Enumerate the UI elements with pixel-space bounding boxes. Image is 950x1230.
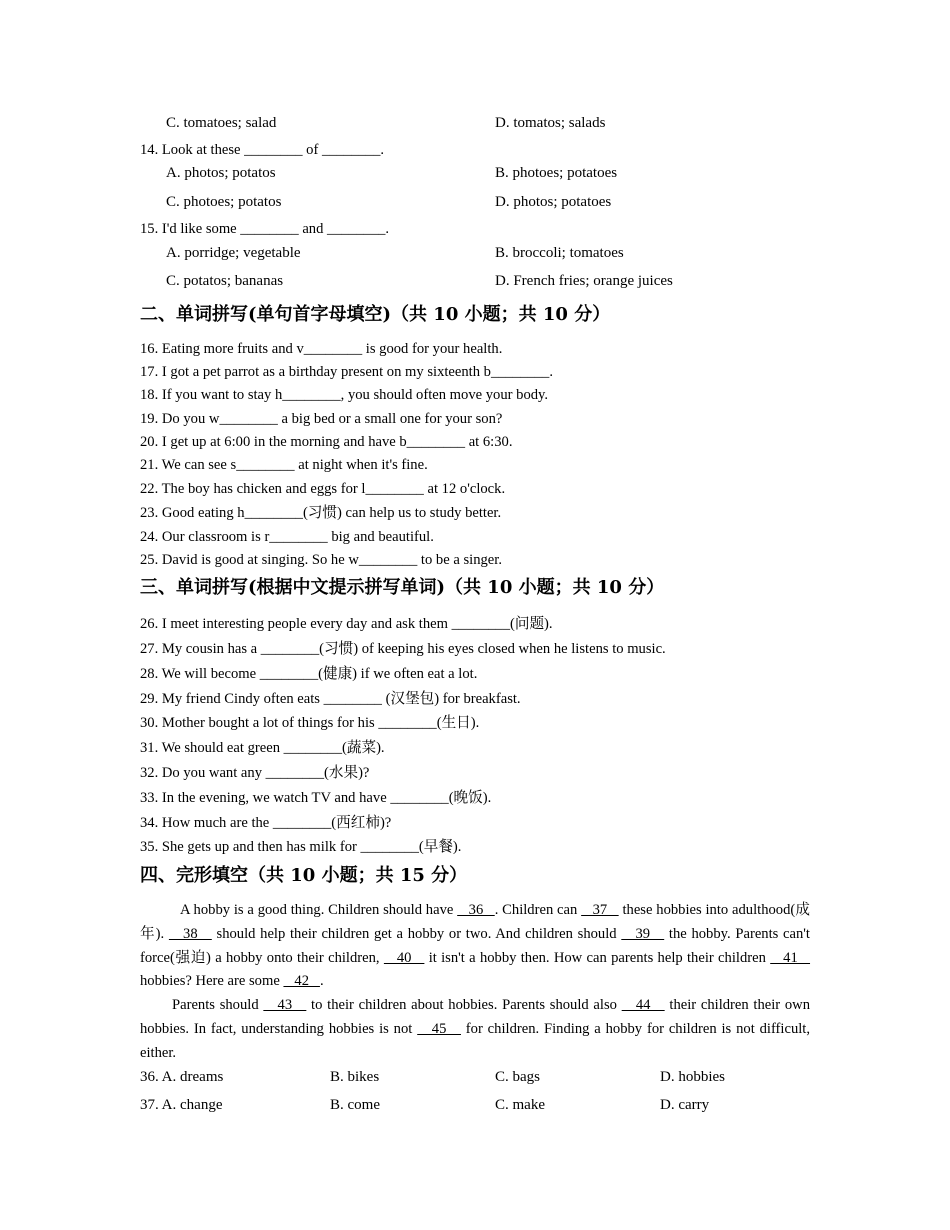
q13-option-c: C. tomatoes; salad <box>166 115 277 131</box>
blank-39: 39 <box>621 925 665 942</box>
p2-text-1: Parents should <box>172 997 264 1014</box>
q33: 33. In the evening, we watch TV and have ________(晚饭). <box>140 790 492 806</box>
q18: 18. If you want to stay h________, you should often move your body. <box>140 387 549 403</box>
p2-text-2: to their children about hobbies. Parents should also <box>306 997 622 1014</box>
p1-text-8: . <box>319 973 324 990</box>
cloze-passage <box>140 899 810 1066</box>
q34: 34. How much are the ________(西红柿)? <box>140 815 392 831</box>
q27: 27. My cousin has a ________(习惯) of keeping his eyes closed when he listens to music. <box>140 641 666 657</box>
q30: 30. Mother bought a lot of things for his ________(生日). <box>140 715 480 731</box>
p1-text-1: A hobby is a good thing. Children should have <box>180 902 458 918</box>
p1-text-5: the hobby. Parents can't force(强迫) a hobby onto their children, <box>140 925 810 966</box>
blank-41: 41 <box>770 949 811 966</box>
section-4-title: 四、完形填空（共 10 小题；共 15 分） <box>140 865 468 886</box>
q36-option-a: 36. A. dreams <box>140 1069 224 1085</box>
q15-option-a: A. porridge; vegetable <box>166 245 301 261</box>
q21: 21. We can see s________ at night when it's fine. <box>140 457 428 473</box>
q17: 17. I got a pet parrot as a birthday present on my sixteenth b________. <box>140 364 553 380</box>
q37-option-b: B. come <box>330 1097 380 1113</box>
q32: 32. Do you want any ________(水果)? <box>140 765 370 781</box>
q19: 19. Do you w________ a big bed or a small one for your son? <box>140 411 503 427</box>
q13-option-d: D. tomatos; salads <box>495 115 606 131</box>
p1-text-2: . Children can <box>494 902 582 918</box>
cloze-paragraph-1 <box>140 899 810 994</box>
blank-42: 42 <box>283 973 320 990</box>
q36-option-c: C. bags <box>495 1069 540 1085</box>
q26: 26. I meet interesting people every day and ask them ________(问题). <box>140 616 553 632</box>
q37-option-a: 37. A. change <box>140 1097 223 1113</box>
section-3-title: 三、单词拼写(根据中文提示拼写单词)（共 10 小题；共 10 分） <box>140 577 665 598</box>
section-2-title: 二、单词拼写(单句首字母填空)（共 10 小题；共 10 分） <box>140 304 611 325</box>
p1-text-7: hobbies? Here are some <box>140 973 284 990</box>
blank-38: 38 <box>168 925 212 942</box>
blank-37: 37 <box>581 902 619 918</box>
q14-option-c: C. photoes; potatos <box>166 194 282 210</box>
p1-text-4: should help their children get a hobby or two. And children should <box>211 925 622 942</box>
blank-43: 43 <box>263 997 307 1014</box>
q28: 28. We will become ________(健康) if we often eat a lot. <box>140 666 478 682</box>
p1-text-6: it isn't a hobby then. How can parents help their children <box>424 949 771 966</box>
p1-text-3: these hobbies into adulthood(成年). <box>140 902 811 942</box>
p2-text-4: for children. Finding a hobby for children is not difficult, either. <box>140 1020 810 1061</box>
q14-stem: 14. Look at these ________ of ________. <box>140 142 385 158</box>
q25: 25. David is good at singing. So he w________ to be a singer. <box>140 552 502 568</box>
blank-44: 44 <box>621 997 665 1014</box>
q15-stem: 15. I'd like some ________ and ________. <box>140 221 390 237</box>
q24: 24. Our classroom is r________ big and beautiful. <box>140 529 434 545</box>
q37-option-d: D. carry <box>660 1097 710 1113</box>
blank-36: 36 <box>457 902 495 918</box>
p2-text-3: their children their own hobbies. In fact, understanding hobbies is not <box>140 997 811 1037</box>
q15-option-d: D. French fries; orange juices <box>495 273 673 289</box>
q16: 16. Eating more fruits and v________ is good for your health. <box>140 341 503 357</box>
q14-option-d: D. photos; potatoes <box>495 194 612 210</box>
q31: 31. We should eat green ________(蔬菜). <box>140 740 385 756</box>
q14-option-b: B. photoes; potatoes <box>495 165 618 181</box>
q15-option-b: B. broccoli; tomatoes <box>495 245 624 261</box>
q22: 22. The boy has chicken and eggs for l________ at 12 o'clock. <box>140 481 506 497</box>
q23: 23. Good eating h________(习惯) can help us to study better. <box>140 505 502 521</box>
q35: 35. She gets up and then has milk for ________(早餐). <box>140 839 462 855</box>
q14-option-a: A. photos; potatos <box>166 165 276 181</box>
blank-45: 45 <box>417 1020 461 1037</box>
q36-option-d: D. hobbies <box>660 1069 725 1085</box>
q37-option-c: C. make <box>495 1097 545 1113</box>
q36-option-b: B. bikes <box>330 1069 380 1085</box>
q29: 29. My friend Cindy often eats ________ (汉堡包) for breakfast. <box>140 691 521 707</box>
cloze-paragraph-2 <box>140 994 810 1065</box>
q20: 20. I get up at 6:00 in the morning and have b________ at 6:30. <box>140 434 513 450</box>
q15-option-c: C. potatos; bananas <box>166 273 284 289</box>
blank-40: 40 <box>383 949 425 966</box>
